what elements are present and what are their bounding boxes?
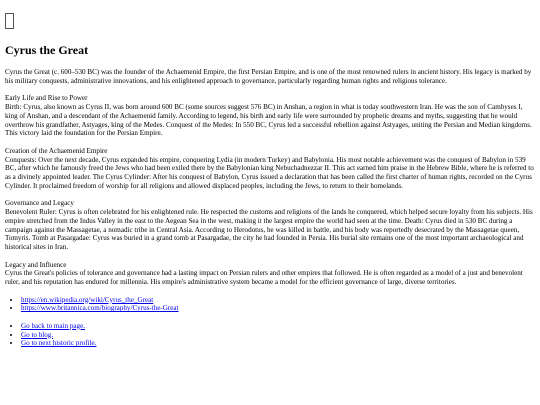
reference-link-britannica[interactable]: https://www.britannica.com/biography/Cyrus-the-Great [21,304,179,313]
list-item [21,339,536,348]
reference-link-wikipedia[interactable]: https://en.wikipedia.org/wiki/Cyrus_the_Great [21,295,154,304]
section-governance [5,199,536,252]
next-profile-link[interactable]: Go to next historic profile. [21,339,97,348]
section-creation [5,147,536,191]
intro-paragraph: Cyrus the Great (c. 600–530 BC) was the founder of the Achaemenid Empire, the first Persian Empire, and is one of the most renowned rulers in ancient history. His legacy is marked by his military conquests, administrative innovations, and his enlightened approach to governance, particularly regarding human rights and religious tolerance. [5,68,532,85]
section-heading: Legacy and Influence [5,260,67,269]
list-item [21,331,536,340]
list-item [21,296,536,305]
page-title: Cyrus the Great [5,43,89,57]
navigation-list [5,322,536,348]
section-heading: Creation of the Achaemenid Empire [5,146,108,155]
section-body: Cyrus the Great's policies of tolerance and governance had a lasting impact on Persian rulers and other empires that followed. He is often regarded as a model of a just and benevolent ruler, and his reputation has endured for millennia. His empire's administrative system became a model for the efficient governance of large, diverse territories. [5,269,523,286]
article-content [5,68,536,357]
reference-list [5,296,536,314]
list-item [21,322,536,331]
section-early-life [5,94,536,138]
list-item [21,304,536,313]
main-page-link[interactable]: Go back to main page. [21,321,86,330]
section-body: Conquests: Over the next decade, Cyrus expanded his empire, conquering Lydia (in modern Turkey) and Babylonia. His most notable achievement was the conquest of Babylon in 539 BC, after which he famously freed the Jews who had been exiled there by the Babylonian king Nebuchadnezzar II. This act earned him praise in the Hebrew Bible, where he is referred to as a divinely appointed leader. The Cyrus Cylinder: After his conquest of Babylon, Cyrus issued a declaration that has been called the first charter of human rights, recorded on the Cyrus Cylinder. It proclaimed freedom of worship for all religions and allowed displaced peoples, including the Jews, to return to their homelands. [5,155,534,190]
section-heading: Early Life and Rise to Power [5,94,88,103]
blog-link[interactable]: Go to blog. [21,330,54,339]
section-body: Benevolent Ruler: Cyrus is often celebrated for his enlightened rule. He respected the customs and religions of the lands he conquered, which helped secure loyalty from his subjects. His empire stretched from the Indus Valley in the east to the Aegean Sea in the west, making it the largest empire the world had seen at the time. Death: Cyrus died in 530 BC during a campaign against the Massagetae, a nomadic tribe in Central Asia. According to Herodotus, he was killed in battle, and his body was reportedly desecrated by the Massagetae queen, Tomyris. Tomb at Pasargadae: Cyrus was buried in a grand tomb at Pasargadae, the city he had founded in Persia. His burial site remains one of the most important archaeological and historical sites in Iran. [5,208,533,251]
broken-image-icon [5,13,14,29]
section-heading: Governance and Legacy [5,199,74,208]
section-legacy [5,261,536,287]
section-body: Birth: Cyrus, also known as Cyrus II, was born around 600 BC (some sources suggest 576 BC) in Anshan, a region in what is today southwestern Iran. He was the son of Cambyses I, king of Anshan, and a descendant of the Achaemenid family. According to legend, his birth and early life were surrounded by prophetic dreams and myths, suggesting that he would overthrow his grandfather, Astyages, king of the Medes. Conquest of the Medes: In 550 BC, Cyrus led a successful rebellion against Astyages, uniting the Persian and Median kingdoms. This victory laid the foundation for the Persian Empire. [5,103,532,138]
